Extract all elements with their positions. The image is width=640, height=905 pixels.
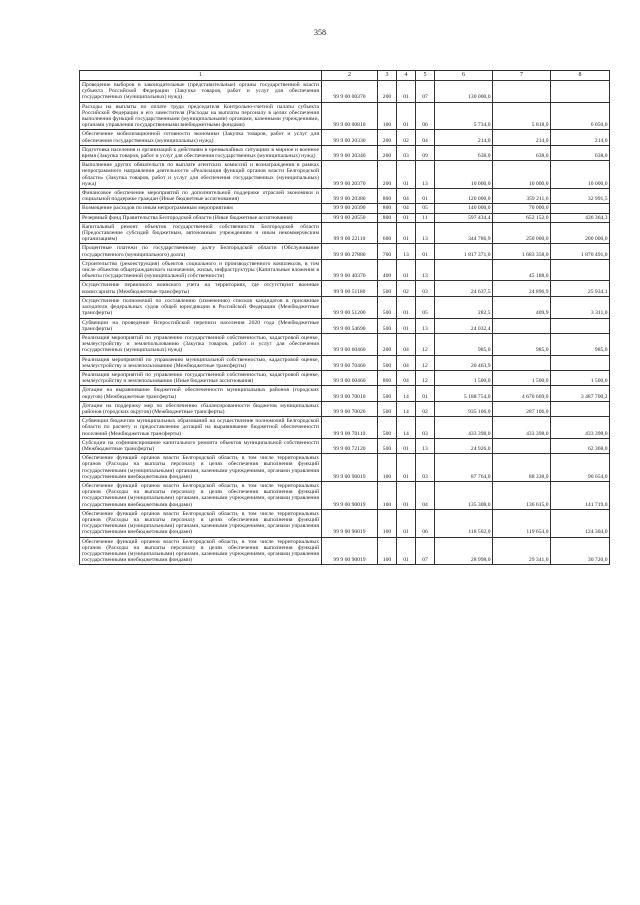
subsection-cell: 07 <box>416 537 435 565</box>
amount-cell-col8: 638,0 <box>551 145 610 160</box>
target-code-cell: 99 9 00 60460 <box>322 370 378 385</box>
section-cell: 01 <box>397 509 416 537</box>
amount-cell-col6: 24 032,4 <box>435 318 493 333</box>
expense-type-cell: 600 <box>378 222 397 244</box>
amount-cell-col8 <box>551 204 610 213</box>
table-row <box>80 370 610 385</box>
expense-type-cell: 200 <box>378 145 397 160</box>
amount-cell-col6: 24 926,0 <box>435 438 493 453</box>
table-row <box>80 509 610 537</box>
amount-cell-col6: 28 998,0 <box>435 537 493 565</box>
table-row <box>80 81 610 103</box>
amount-cell-col7 <box>493 438 551 453</box>
expense-type-cell: 200 <box>378 81 397 103</box>
amount-cell-col6: 20 463,9 <box>435 355 493 370</box>
expense-name-cell: Обеспечение функций органов власти Белгородской области, в том числе территориальных органов (Расходы на выплаты персоналу в целях обеспечения выполнения функций государственными (муниципальными) органами, казенными учреждениями, органами управления государственными внебюджетными фондами) <box>80 454 322 482</box>
amount-cell-col7: 119 654,0 <box>493 509 551 537</box>
subsection-cell: 03 <box>416 454 435 482</box>
subsection-cell: 12 <box>416 370 435 385</box>
expense-type-cell: 100 <box>378 454 397 482</box>
table-row <box>80 130 610 145</box>
amount-cell-col6: 433 398,0 <box>435 417 493 439</box>
expense-type-cell: 500 <box>378 281 397 296</box>
subsection-cell: 09 <box>416 145 435 160</box>
expense-type-cell: 100 <box>378 537 397 565</box>
amount-cell-col8: 124 304,0 <box>551 509 610 537</box>
subsection-cell: 07 <box>416 81 435 103</box>
header-cell: 8 <box>551 71 610 81</box>
table-row <box>80 204 610 213</box>
amount-cell-col8 <box>551 318 610 333</box>
amount-cell-col8: 433 398,0 <box>551 417 610 439</box>
subsection-cell: 12 <box>416 355 435 370</box>
amount-cell-col6: 87 764,0 <box>435 454 493 482</box>
section-cell: 14 <box>397 417 416 439</box>
header-cell: 6 <box>435 71 493 81</box>
expense-name-cell: Осуществление первичного воинского учета на территориях, где отсутствуют военные комиссариаты (Межбюджетные трансферты) <box>80 281 322 296</box>
target-code-cell: 99 9 00 20390 <box>322 204 378 213</box>
table-row <box>80 161 610 189</box>
amount-cell-col8: 985,0 <box>551 333 610 355</box>
section-cell: 14 <box>397 386 416 401</box>
subsection-cell: 13 <box>416 259 435 281</box>
amount-cell-col7: 652 152,0 <box>493 213 551 222</box>
subsection-cell: 13 <box>416 438 435 453</box>
target-code-cell: 99 9 00 70020 <box>322 401 378 416</box>
table-row <box>80 296 610 318</box>
subsection-cell: 13 <box>416 222 435 244</box>
header-cell: 2 <box>322 71 378 81</box>
section-cell: 01 <box>397 454 416 482</box>
amount-cell-col7: 4 670 669,0 <box>493 386 551 401</box>
expense-name-cell: Капитальный ремонт объектов государственной собственности Белгородской области (Предоставление субсидий бюджетным, автономным учреждениям и иным некоммерческим организациям) <box>80 222 322 244</box>
expense-name-cell: Расходы на выплаты по оплате труда председателя Контрольно-счетной палаты субъекта Российской Федерации и его заместителя (Расходы на выплаты персоналу в целях обеспечения выполнения функций государственными (муниципальными) органами, казенными учреждениями, органами управления государственными внебюджетными фондами) <box>80 102 322 130</box>
expense-type-cell: 500 <box>378 355 397 370</box>
header-cell: 3 <box>378 71 397 81</box>
amount-cell-col8: 200 000,0 <box>551 222 610 244</box>
header-cell: 4 <box>397 71 416 81</box>
expense-type-cell: 800 <box>378 204 397 213</box>
expense-name-cell: Выполнение других обязательств по выплате агентских комиссий и вознаграждения в рамках непрограммного направления деятельности «Реализация функций органов власти Белгородской области» (Закупка товаров, работ и услуг для обеспечения государственных (муниципальных) нужд) <box>80 161 322 189</box>
expense-type-cell: 800 <box>378 213 397 222</box>
expense-type-cell: 100 <box>378 102 397 130</box>
section-cell: 01 <box>397 81 416 103</box>
subsection-cell: 04 <box>416 130 435 145</box>
section-cell: 04 <box>397 189 416 204</box>
amount-cell-col6: 638,0 <box>435 145 493 160</box>
target-code-cell: 99 9 00 70110 <box>322 417 378 439</box>
amount-cell-col8: 214,0 <box>551 130 610 145</box>
table-row <box>80 213 610 222</box>
section-cell: 01 <box>397 102 416 130</box>
amount-cell-col6: 140 000,0 <box>435 204 493 213</box>
expense-name-cell: Дотации на выравнивание бюджетной обеспеченности муниципальных районов (городских округов) (Межбюджетные трансферты) <box>80 386 322 401</box>
amount-cell-col7: 359 211,6 <box>493 189 551 204</box>
target-code-cell: 99 9 00 60460 <box>322 333 378 355</box>
amount-cell-col8 <box>551 355 610 370</box>
amount-cell-col7: 24 896,9 <box>493 281 551 296</box>
amount-cell-col7: 433 398,0 <box>493 417 551 439</box>
section-cell: 04 <box>397 355 416 370</box>
expense-type-cell: 500 <box>378 401 397 416</box>
amount-cell-col8: 3 487 700,2 <box>551 386 610 401</box>
target-code-cell: 99 9 00 70010 <box>322 386 378 401</box>
expense-type-cell: 800 <box>378 189 397 204</box>
amount-cell-col6: 214,0 <box>435 130 493 145</box>
target-code-cell: 99 9 00 20550 <box>322 213 378 222</box>
table-row <box>80 454 610 482</box>
amount-cell-col7 <box>493 318 551 333</box>
amount-cell-col8: 6 050,0 <box>551 102 610 130</box>
amount-cell-col7 <box>493 81 551 103</box>
amount-cell-col7: 985,0 <box>493 333 551 355</box>
amount-cell-col6: 1 817 371,0 <box>435 244 493 259</box>
amount-cell-col6: 935 106,0 <box>435 401 493 416</box>
expense-name-cell: Субвенции на проведение Всероссийской переписи населения 2020 года (Межбюджетные трансферты) <box>80 318 322 333</box>
target-code-cell: 99 9 00 40370 <box>322 259 378 281</box>
expense-name-cell: Процентные платежи по государственному долгу Белгородской области (Обслуживание государственного (муниципального) долга) <box>80 244 322 259</box>
section-cell: 01 <box>397 318 416 333</box>
target-code-cell: 99 9 00 20340 <box>322 145 378 160</box>
table-body <box>80 71 610 565</box>
section-cell: 13 <box>397 244 416 259</box>
expense-name-cell: Обеспечение функций органов власти Белгородской области, в том числе территориальных органов (Расходы на выплаты персоналу в целях обеспечения выполнения функций государственными (муниципальными) органами, казенными учреждениями, органами управления государственными внебюджетными фондами) <box>80 537 322 565</box>
amount-cell-col7: 88 338,0 <box>493 454 551 482</box>
amount-cell-col8: 10 000,0 <box>551 161 610 189</box>
section-cell: 01 <box>397 213 416 222</box>
amount-cell-col8: 436 364,3 <box>551 213 610 222</box>
table-row <box>80 537 610 565</box>
expense-type-cell: 200 <box>378 161 397 189</box>
target-code-cell: 99 9 00 90019 <box>322 454 378 482</box>
table-row <box>80 222 610 244</box>
amount-cell-col8 <box>551 259 610 281</box>
target-code-cell: 99 9 00 72120 <box>322 438 378 453</box>
expense-name-cell: Реализация мероприятий по управлению государственной собственностью, кадастровой оценке, землеустройству и землепользованию (Закупка товаров, работ и услуг для обеспечения государственных (муниципальных) нужд) <box>80 333 322 355</box>
subsection-cell: 02 <box>416 401 435 416</box>
amount-cell-col6: 24 637,5 <box>435 281 493 296</box>
amount-cell-col6: 120 000,0 <box>435 189 493 204</box>
amount-cell-col7: 250 000,0 <box>493 222 551 244</box>
amount-cell-col7: 29 341,0 <box>493 537 551 565</box>
amount-cell-col6: 10 000,0 <box>435 161 493 189</box>
header-cell: 1 <box>80 71 322 81</box>
expense-type-cell: 100 <box>378 481 397 509</box>
amount-cell-col7: 1 683 358,0 <box>493 244 551 259</box>
target-code-cell: 99 9 00 90019 <box>322 481 378 509</box>
expense-name-cell: Возмещение расходов по иным непрограммным мероприятиям <box>80 204 322 213</box>
amount-cell-col8: 1 500,0 <box>551 370 610 385</box>
amount-cell-col8: 32 991,5 <box>551 189 610 204</box>
expense-type-cell: 500 <box>378 417 397 439</box>
amount-cell-col7: 10 000,0 <box>493 161 551 189</box>
expense-name-cell: Строительство (реконструкция) объектов социального и производственного комплексов, в том числе объектов общегражданского назначения, жилья, инфраструктуры (Капитальные вложения в объекты государственной (муниципальной) собственности) <box>80 259 322 281</box>
amount-cell-col7: 214,0 <box>493 130 551 145</box>
section-cell: 01 <box>397 296 416 318</box>
amount-cell-col8: 62 368,0 <box>551 438 610 453</box>
expense-type-cell: 700 <box>378 244 397 259</box>
amount-cell-col8: 30 720,0 <box>551 537 610 565</box>
amount-cell-col7: 287 106,0 <box>493 401 551 416</box>
expense-name-cell: Финансовое обеспечение мероприятий по дополнительной поддержке отраслей экономики и социальной поддержке граждан (Иные бюджетные ассигнования) <box>80 189 322 204</box>
budget-table <box>79 70 610 565</box>
expense-type-cell: 500 <box>378 296 397 318</box>
amount-cell-col8: 1 870 491,0 <box>551 244 610 259</box>
section-cell: 01 <box>397 537 416 565</box>
amount-cell-col6: 344 786,9 <box>435 222 493 244</box>
table-row <box>80 481 610 509</box>
expense-type-cell: 200 <box>378 333 397 355</box>
subsection-cell: 06 <box>416 509 435 537</box>
amount-cell-col6: 1 500,0 <box>435 370 493 385</box>
amount-cell-col8: 3 311,0 <box>551 296 610 318</box>
section-cell: 01 <box>397 222 416 244</box>
expense-name-cell: Субсидии на софинансирование капитального ремонта объектов муниципальной собственности (Межбюджетные трансферты) <box>80 438 322 453</box>
subsection-cell: 04 <box>416 481 435 509</box>
subsection-cell: 05 <box>416 296 435 318</box>
amount-cell-col6: 135 308,0 <box>435 481 493 509</box>
expense-name-cell: Реализация мероприятий по управлению государственной собственностью, кадастровой оценке, землеустройству и землепользованию (Иные бюджетные ассигнования) <box>80 370 322 385</box>
expense-type-cell: 500 <box>378 318 397 333</box>
expense-name-cell: Обеспечение функций органов власти Белгородской области, в том числе территориальных органов (Расходы на выплаты персоналу в целях обеспечения выполнения функций государственными (муниципальными) органами, казенными учреждениями, органами управления государственными внебюджетными фондами) <box>80 509 322 537</box>
expense-name-cell: Реализация мероприятий по управлению муниципальной собственностью, кадастровой оценке, землеустройству и землепользованию (Межбюджетные трансферты) <box>80 355 322 370</box>
section-cell: 04 <box>397 333 416 355</box>
table-row <box>80 401 610 416</box>
expense-name-cell: Резервный фонд Правительства Белгородской области (Иные бюджетные ассигнования) <box>80 213 322 222</box>
subsection-cell: 11 <box>416 213 435 222</box>
expense-type-cell: 400 <box>378 259 397 281</box>
subsection-cell: 03 <box>416 281 435 296</box>
target-code-cell: 99 9 00 51180 <box>322 281 378 296</box>
amount-cell-col6: 5 188 754,0 <box>435 386 493 401</box>
expense-type-cell: 500 <box>378 386 397 401</box>
amount-cell-col8: 25 934,1 <box>551 281 610 296</box>
section-cell: 01 <box>397 161 416 189</box>
target-code-cell: 99 9 00 90019 <box>322 509 378 537</box>
table-row <box>80 102 610 130</box>
subsection-cell: 06 <box>416 102 435 130</box>
table-row <box>80 244 610 259</box>
expense-type-cell: 100 <box>378 509 397 537</box>
amount-cell-col6 <box>435 259 493 281</box>
amount-cell-col6: 597 434,4 <box>435 213 493 222</box>
expense-name-cell: Осуществление полномочий по составлению (изменению) списков кандидатов в присяжные заседатели федеральных судов общей юрисдикции в Российской Федерации (Межбюджетные трансферты) <box>80 296 322 318</box>
expense-name-cell: Обеспечение функций органов власти Белгородской области, в том числе территориальных органов (Расходы на выплаты персоналу в целях обеспечения выполнения функций государственными (муниципальными) органами, казенными учреждениями, органами управления государственными внебюджетными фондами) <box>80 481 322 509</box>
header-cell: 7 <box>493 71 551 81</box>
amount-cell-col6: 282,5 <box>435 296 493 318</box>
amount-cell-col6: 985,0 <box>435 333 493 355</box>
amount-cell-col7: 5 818,0 <box>493 102 551 130</box>
target-code-cell: 99 9 00 00810 <box>322 102 378 130</box>
target-code-cell: 99 9 00 20370 <box>322 161 378 189</box>
target-code-cell: 99 9 00 54690 <box>322 318 378 333</box>
expense-name-cell: Обеспечение мобилизационной готовности экономики (Закупка товаров, работ и услуг для обеспечения государственных (муниципальных) нужд) <box>80 130 322 145</box>
table-row <box>80 386 610 401</box>
expense-name-cell: Проведение выборов в законодательные (представительные) органы государственной власти субъекта Российской Федерации (Закупка товаров, работ и услуг для обеспечения государственных (муниципальных) нужд) <box>80 81 322 103</box>
header-row <box>80 71 610 81</box>
amount-cell-col7: 45 188,0 <box>493 259 551 281</box>
section-cell: 04 <box>397 204 416 213</box>
amount-cell-col7: 1 500,0 <box>493 370 551 385</box>
table-row <box>80 355 610 370</box>
amount-cell-col7: 638,0 <box>493 145 551 160</box>
section-cell: 02 <box>397 130 416 145</box>
table-row <box>80 189 610 204</box>
target-code-cell: 99 9 00 22110 <box>322 222 378 244</box>
section-cell: 14 <box>397 401 416 416</box>
table-row <box>80 333 610 355</box>
amount-cell-col6: 118 502,0 <box>435 509 493 537</box>
page-number: 358 <box>314 28 326 37</box>
target-code-cell: 99 9 00 51200 <box>322 296 378 318</box>
target-code-cell: 99 9 00 20380 <box>322 189 378 204</box>
amount-cell-col7: 136 615,0 <box>493 481 551 509</box>
section-cell: 01 <box>397 481 416 509</box>
header-cell: 5 <box>416 71 435 81</box>
subsection-cell: 13 <box>416 161 435 189</box>
subsection-cell: 05 <box>416 204 435 213</box>
section-cell: 02 <box>397 281 416 296</box>
table-row <box>80 281 610 296</box>
expense-type-cell: 500 <box>378 438 397 453</box>
expense-name-cell: Дотации на поддержку мер по обеспечению сбалансированности бюджетов муниципальных районов (городских округов) (Межбюджетные трансферты) <box>80 401 322 416</box>
amount-cell-col8: 90 654,0 <box>551 454 610 482</box>
amount-cell-col7: 70 000,0 <box>493 204 551 213</box>
section-cell: 03 <box>397 145 416 160</box>
amount-cell-col8 <box>551 401 610 416</box>
subsection-cell: 13 <box>416 318 435 333</box>
expense-name-cell: Субвенции бюджетам муниципальных образований на осуществление полномочий Белгородской области по расчету и предоставлению дотаций на выравнивание бюджетной обеспеченности поселений (Межбюджетные трансферты) <box>80 417 322 439</box>
expense-name-cell: Подготовка населения и организаций к действиям в чрезвычайных ситуациях в мирное и военное время (Закупка товаров, работ и услуг для обеспечения государственных (муниципальных) нужд) <box>80 145 322 160</box>
target-code-cell: 99 9 00 70460 <box>322 355 378 370</box>
subsection-cell: 01 <box>416 386 435 401</box>
amount-cell-col8 <box>551 81 610 103</box>
section-cell: 01 <box>397 259 416 281</box>
target-code-cell: 99 9 00 27880 <box>322 244 378 259</box>
subsection-cell: 01 <box>416 244 435 259</box>
subsection-cell: 12 <box>416 333 435 355</box>
table-row <box>80 259 610 281</box>
target-code-cell: 99 9 00 20330 <box>322 130 378 145</box>
amount-cell-col6: 5 734,0 <box>435 102 493 130</box>
table-row <box>80 318 610 333</box>
subsection-cell: 01 <box>416 189 435 204</box>
amount-cell-col8: 141 719,0 <box>551 481 610 509</box>
table-row <box>80 145 610 160</box>
amount-cell-col6: 130 000,0 <box>435 81 493 103</box>
target-code-cell: 99 9 00 90019 <box>322 537 378 565</box>
target-code-cell: 99 9 00 00370 <box>322 81 378 103</box>
expense-type-cell: 800 <box>378 370 397 385</box>
table-row <box>80 417 610 439</box>
subsection-cell: 03 <box>416 417 435 439</box>
expense-type-cell: 200 <box>378 130 397 145</box>
amount-cell-col7 <box>493 355 551 370</box>
section-cell: 04 <box>397 370 416 385</box>
table-row <box>80 438 610 453</box>
section-cell: 01 <box>397 438 416 453</box>
amount-cell-col7: 409,9 <box>493 296 551 318</box>
